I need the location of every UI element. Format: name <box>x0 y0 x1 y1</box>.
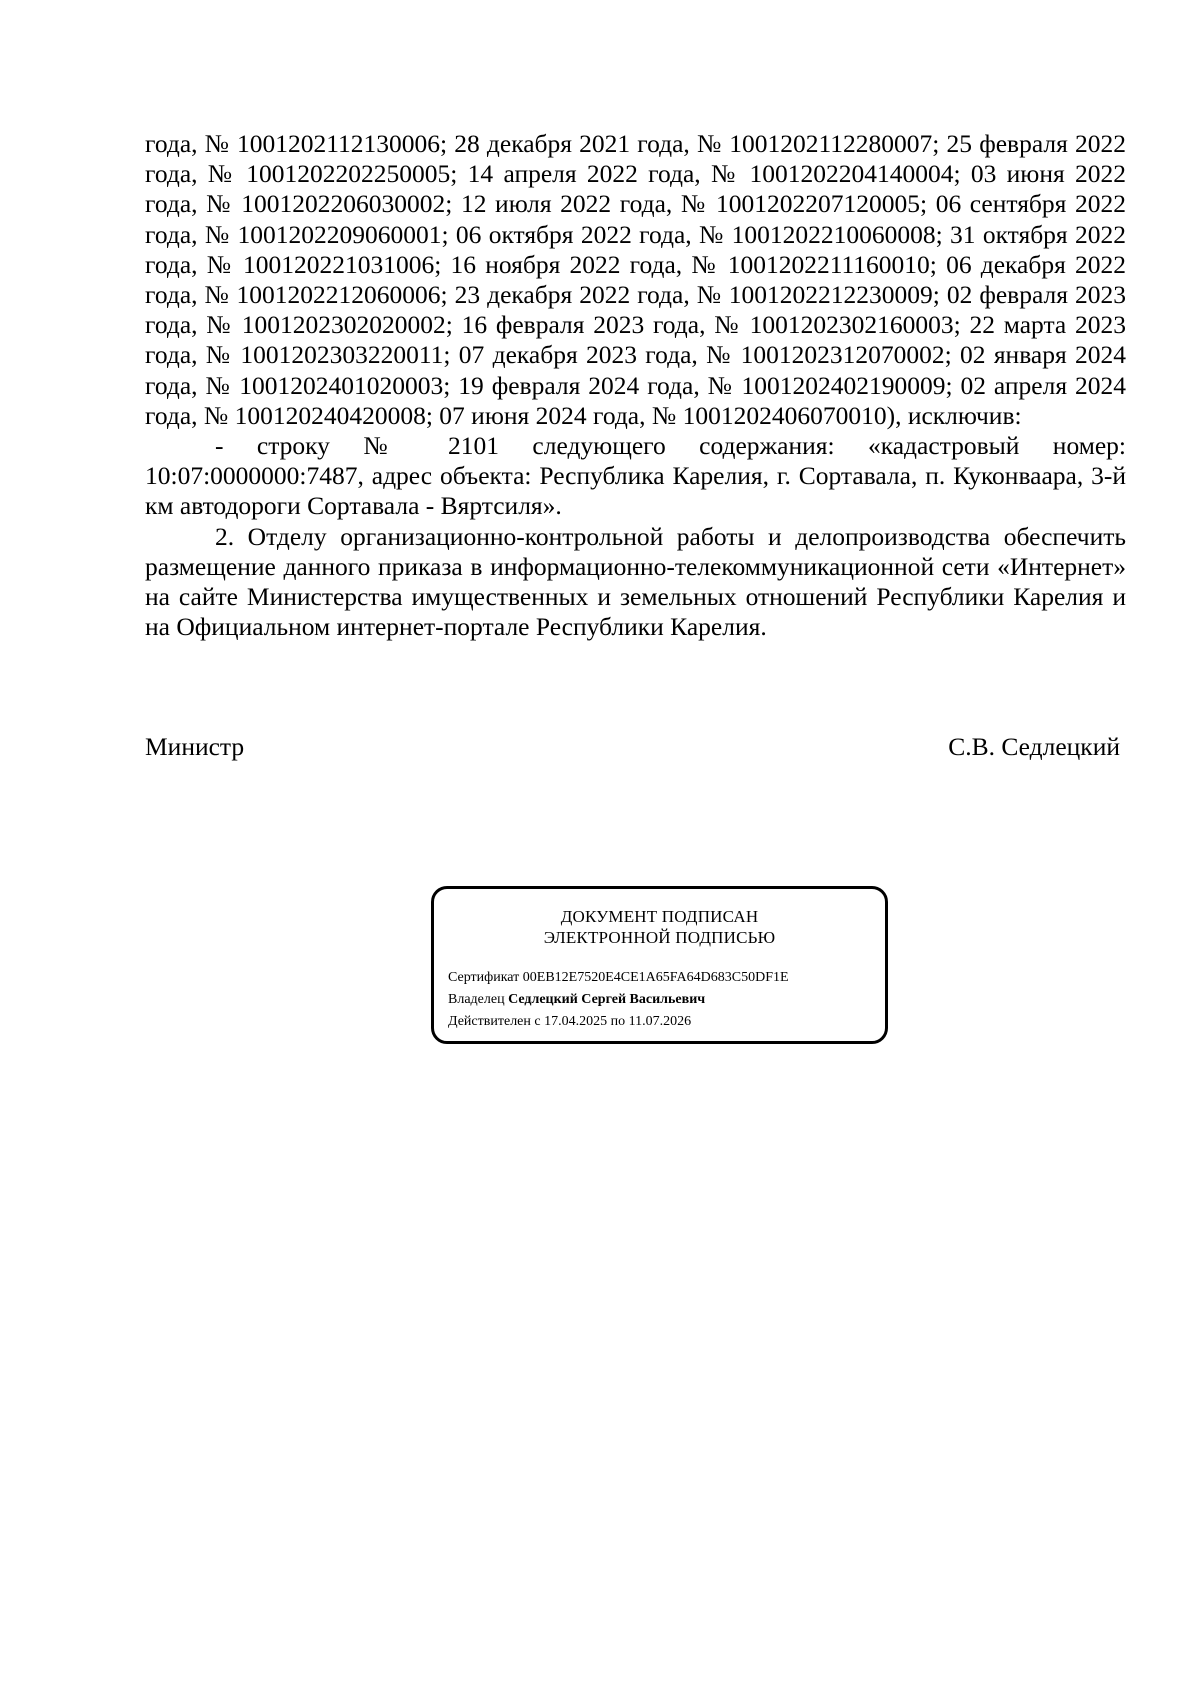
stamp-title <box>434 906 885 948</box>
electronic-signature-stamp <box>431 886 888 1044</box>
signatory-position: Министр <box>145 732 245 761</box>
certificate-label: Сертификат <box>448 970 520 985</box>
certificate-value: 00EB12E7520E4CE1A65FA64D683C50DF1E <box>522 970 789 985</box>
valid-from-label: с <box>534 1014 541 1029</box>
stamp-owner-line <box>448 989 789 1011</box>
stamp-details <box>448 967 789 1033</box>
document-text <box>145 129 1126 642</box>
paragraph-continuation: года, № 1001202112130006; 28 декабря 2021 года, № 1001202112280007; 25 февраля 2022 года, № 1001202202250005; 14 апреля 2022 года, № 1001202204140004; 03 июня 2022 года, № 1001202206030002; 12 июля 2022 года, № 1001202207120005; 06 сентября 2022 года, № 1001202209060001; 06 октября 2022 года, № 1001202210060008; 31 октября 2022 года, № 100120221031006; 16 ноября 2022 года, № 1001202211160010; 06 декабря 2022 года, № 1001202212060006; 23 декабря 2022 года, № 1001202212230009; 02 февраля 2023 года, № 1001202302020002; 16 февраля 2023 года, № 1001202302160003; 22 марта 2023 года, № 1001202303220011; 07 декабря 2023 года, № 1001202312070002; 02 января 2024 года, № 1001202401020003; 19 февраля 2024 года, № 1001202402190009; 02 апреля 2024 года, № 100120240420008; 07 июня 2024 года, № 1001202406070010), исключив: <box>145 129 1126 430</box>
stamp-title-line-1: ДОКУМЕНТ ПОДПИСАН <box>560 907 759 926</box>
valid-to-date: 11.07.2026 <box>628 1014 692 1029</box>
exclusion-item: - строку № 2101 следующего содержания: «кадастровый номер: 10:07:0000000:7487, адрес объекта: Республика Карелия, г. Сортавала, п. Куконваара, 3-й км автодороги Сортавала - Вяртсиля». <box>145 431 1126 521</box>
signatory-name: С.В. Седлецкий <box>948 732 1120 761</box>
valid-label: Действителен <box>448 1014 531 1029</box>
valid-from-date: 17.04.2025 <box>544 1014 608 1029</box>
owner-value: Седлецкий Сергей Васильевич <box>508 992 706 1007</box>
document-body <box>145 129 1126 642</box>
valid-to-label: по <box>610 1014 626 1029</box>
stamp-certificate-line <box>448 967 789 989</box>
stamp-title-line-2: ЭЛЕКТРОННОЙ ПОДПИСЬЮ <box>543 928 776 947</box>
stamp-validity-line <box>448 1011 789 1033</box>
owner-label: Владелец <box>448 992 505 1007</box>
paragraph-item-2: 2. Отделу организационно-контрольной работы и делопроизводства обеспечить размещение данного приказа в информационно-телекоммуникационной сети «Интернет» на сайте Министерства имущественных и земельных отношений Республики Карелия и на Официальном интернет-портале Республики Карелия. <box>145 521 1126 642</box>
